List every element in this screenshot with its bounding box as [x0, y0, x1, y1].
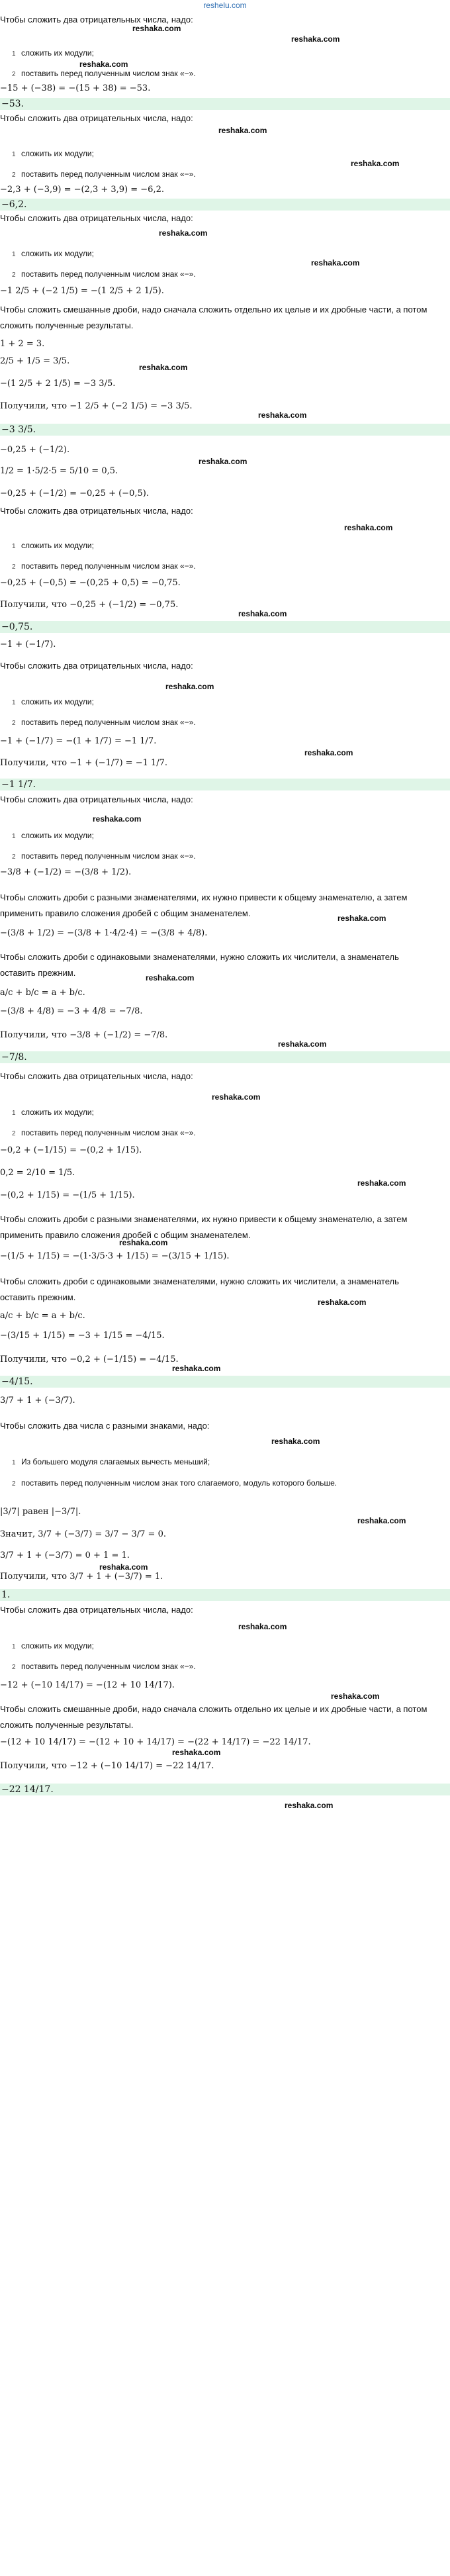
answer-box: −3 3/5. [0, 424, 450, 436]
watermark: reshaka.com [212, 1092, 261, 1102]
watermark: reshaka.com [344, 523, 393, 532]
watermark: reshaka.com [357, 1178, 406, 1188]
watermark: reshaka.com [132, 24, 181, 33]
watermark: reshaka.com [258, 410, 307, 420]
watermark: reshaka.com [218, 126, 267, 135]
page: reshelu.com Чтобы сложить два отрицательных числа, надо: 1 сложить их модули; 2 поставить перед полученным числом знак «−». −15 + (−38) = −(15 + 38) = −53. −53. Чтобы сложить два отрицательных числа, надо: 1 сложить их модули; 2 поставить перед полученным числом знак «−». −2,3 + (−3,9) = −(2,3 + 3,9) = −6,2. −6,2. Чтобы сложить два отрицательных числа, надо: 1 сложить их модули; 2 поставить перед полученным числом знак «−». −1 2/5 + (−2 1/5) = −(1 2/5 + 2 1/5). Чтобы сложить смешанные дроби, надо сначала сложить отдельно их целые и их дробные части, а потом сложить полученные результаты. 1 + 2 = 3. 2/5 + 1/5 = 3/5. −(1 2/5 + 2 1/5) = −3 3/5. Получили, что −1 2/5 + (−2 1/5) = −3 3/5. −3 3/5. −0,25 + (−1/2). 1/2 = 1·5/2·5 = 5/10 = 0,5. −0,25 + (−1/2) = −0,25 + (−0,5). Чтобы сложить два отрицательных числа, надо: 1 сложить их модули; 2 поставить перед полученным числом знак «−». −0,25 + (−0,5) = −(0,25 + 0,5) = −0,75. Получили, что −0,25 + (−1/2) = −0,75. −0,75. −1 + (−1/7). Чтобы сложить два отрицательных числа, надо: 1 сложить их модули; 2 поставить перед полученным числом знак «−». −1 + (−1/7) = −(1 + 1/7) = −1 1/7. Получили, что −1 + (−1/7) = −1 1/7. −1 1/7. Чтобы сложить два отрицательных числа, надо: 1 сложить их модули; 2 поставить перед полученным числом знак «−». −3/8 + (−1/2) = −(3/8 + 1/2). Чтобы сложить дроби с разными знаменателями, их нужно привести к общему знаменателю, а затем применить правило сложения дробей с общим знаменателем. −(3/8 + 1/2) = −(3/8 + 1·4/2·4) = −(3/8 + 4/8). Чтобы сложить дроби с одинаковыми знаменателями, нужно сложить их числители, а знаменатель оставить прежним. a/c + b/c = a + b/c. −(3/8 + 4/8) = −3 + 4/8 = −7/8. Получили, что −3/8 + (−1/2) = −7/8. −7/8. Чтобы сложить два отрицательных числа, надо: 1 сложить их модули; 2 поставить перед полученным числом знак «−». −0,2 + (−1/15) = −(0,2 + 1/15). 0,2 = 2/10 = 1/5. −(0,2 + 1/15) = −(1/5 + 1/15). Чтобы сложить дроби с разными знаменателями, их нужно привести к общему знаменателю, а затем применить правило сложения дробей с общим знаменателем. −(1/5 + 1/15) = −(1·3/5·3 + 1/15) = −(3/15 + 1/15). Чтобы сложить дроби с одинаковыми знаменателями, нужно сложить их числители, а знаменатель оставить прежним. a/c + b/c = a + b/c. −(3/15 + 1/15) = −3 + 1/15 = −4/15. Получили, что −0,2 + (−1/15) = −4/15. −4/15. 3/7 + 1 + (−3/7). Чтобы сложить два числа с разными знаками, надо: 1 Из большего модуля слагаемых вычесть меньший; 2 поставить перед полученным числом знак того слагаемого, модуль которого больше. |3/7| равен |−3/7|. Значит, 3/7 + (−3/7) = 3/7 − 3/7 = 0. 3/7 + 1 + (−3/7) = 0 + 1 = 1. Получили, что 3/7 + 1 + (−3/7) = 1. 1. Чтобы сложить два отрицательных числа, надо: 1 сложить их модули; 2 поставить перед полученным числом знак «−». −12 + (−10 14/17) = −(12 + 10 14/17). Чтобы сложить смешанные дроби, надо сначала сложить отдельно их целые и их дробные части, а потом сложить полученные результаты. −(12 + 10 14/17) = −(12 + 10 + 14/17) = −(22 + 14/17) = −22 14/17. Получили, что −12 + (−10 14/17) = −22 14/17. −22 14/17. reshaka.com reshaka.com reshaka.com reshaka.com reshaka.com reshaka.com reshaka.com reshaka.com reshaka.com reshaka.com reshaka.com reshaka.com reshaka.com reshaka.com reshaka.com reshaka.com reshaka.com reshaka.com reshaka.com reshaka.com reshaka.com reshaka.com reshaka.com reshaka.com reshaka.com reshaka.com reshaka.com reshaka.com reshaka.com reshaka.com [0, 0, 450, 2576]
watermark: reshaka.com [311, 258, 360, 267]
answer-box: −1 1/7. [0, 779, 450, 790]
watermark: reshaka.com [139, 363, 188, 372]
watermark: reshaka.com [238, 609, 287, 618]
answer-box: −22 14/17. [0, 1784, 450, 1795]
site-link[interactable]: reshelu.com [203, 1, 247, 10]
watermark: reshaka.com [331, 1692, 380, 1701]
answer-box: −0,75. [0, 621, 450, 633]
mixed-note: Чтобы сложить смешанные дроби, надо сначала сложить отдельно их целые и их дробные части, а потом сложить полученные результаты. [0, 1704, 428, 1730]
watermark: reshaka.com [165, 682, 214, 691]
watermark: reshaka.com [318, 1298, 367, 1307]
same-note: Чтобы сложить дроби с одинаковыми знаменателями, нужно сложить их числители, а знаменатель оставить прежним. [0, 1276, 399, 1302]
watermark: reshaka.com [271, 1437, 320, 1446]
mixed-note: Чтобы сложить смешанные дроби, надо сначала сложить отдельно их целые и их дробные части, а потом сложить полученные результаты. [0, 305, 428, 330]
watermark: reshaka.com [93, 814, 142, 824]
watermark: reshaka.com [119, 1238, 168, 1247]
diff-note: Чтобы сложить дроби с разными знаменателями, их нужно привести к общему знаменателю, а затем применить правило сложения дробей с общим знаменателем. [0, 892, 408, 918]
answer-box: −53. [0, 98, 450, 110]
diff-note: Чтобы сложить дроби с разными знаменателями, их нужно привести к общему знаменателю, а затем применить правило сложения дробей с общим знаменателем. [0, 1214, 408, 1240]
watermark: reshaka.com [172, 1364, 221, 1373]
watermark: reshaka.com [199, 457, 248, 466]
watermark: reshaka.com [159, 228, 208, 238]
answer-box: −6,2. [0, 199, 450, 211]
watermark: reshaka.com [79, 60, 128, 69]
watermark: reshaka.com [172, 1748, 221, 1757]
watermark: reshaka.com [285, 1801, 334, 1810]
watermark: reshaka.com [338, 914, 386, 923]
answer-box: −7/8. [0, 1051, 450, 1063]
watermark: reshaka.com [278, 1039, 327, 1049]
watermark: reshaka.com [146, 973, 195, 982]
watermark: reshaka.com [357, 1516, 406, 1525]
watermark: reshaka.com [238, 1622, 287, 1631]
answer-box: 1. [0, 1589, 450, 1601]
same-note: Чтобы сложить дроби с одинаковыми знаменателями, нужно сложить их числители, а знаменатель оставить прежним. [0, 952, 399, 978]
watermark: reshaka.com [351, 159, 400, 168]
watermark: reshaka.com [99, 1562, 148, 1572]
watermark: reshaka.com [304, 748, 353, 757]
watermark: reshaka.com [291, 34, 340, 44]
answer-box: −4/15. [0, 1376, 450, 1388]
site-header [0, 0, 450, 12]
